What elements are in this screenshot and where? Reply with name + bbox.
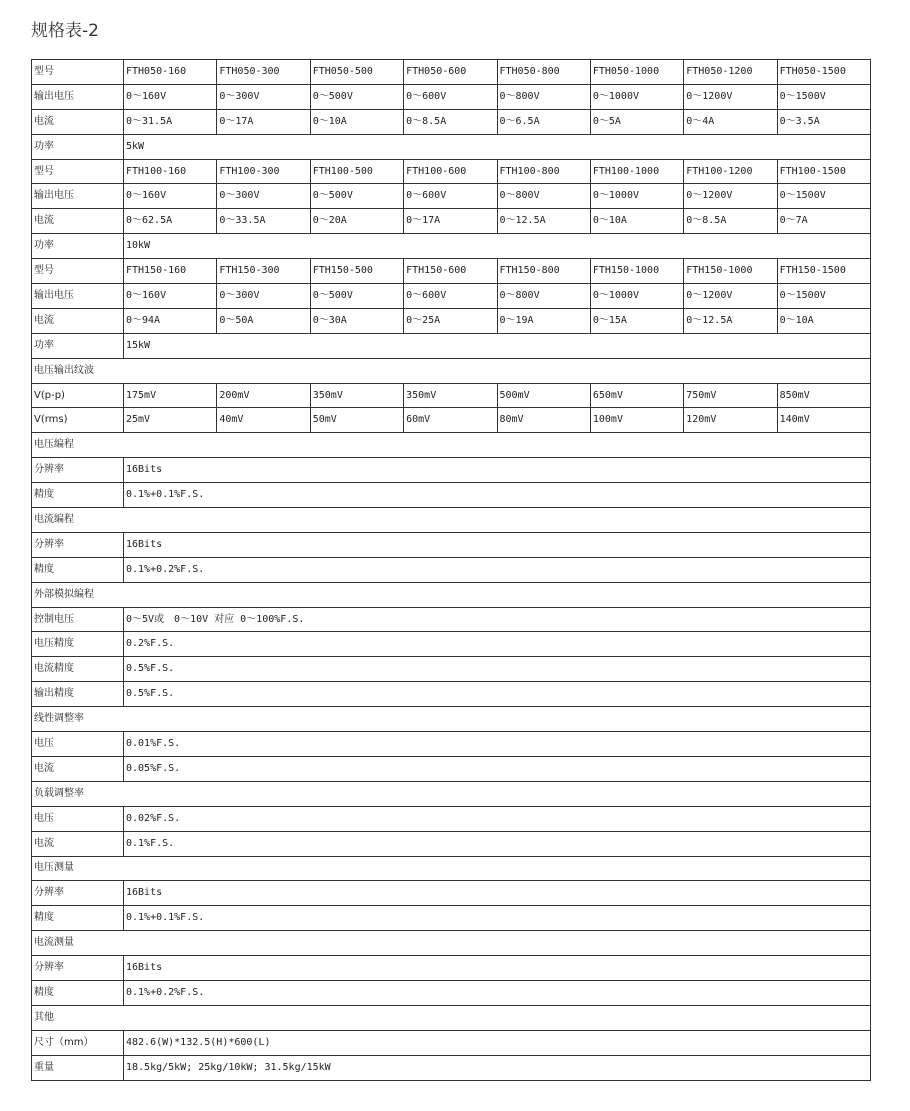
spec-value: 16Bits xyxy=(124,881,871,906)
section-heading: 线性调整率 xyxy=(32,707,871,732)
section-row xyxy=(32,707,871,732)
table-row xyxy=(32,1055,871,1080)
row-label: 功率 xyxy=(32,134,124,159)
table-cell: 0～1000V xyxy=(590,284,683,309)
row-label: 电压 xyxy=(32,732,124,757)
table-row xyxy=(32,682,871,707)
table-row xyxy=(32,184,871,209)
spec-value: 0.1%+0.1%F.S. xyxy=(124,906,871,931)
spec-value: 15kW xyxy=(124,333,871,358)
table-cell: FTH050-500 xyxy=(310,60,403,85)
row-label: 分辨率 xyxy=(32,458,124,483)
table-row xyxy=(32,657,871,682)
table-cell: 0～19A xyxy=(497,308,590,333)
table-cell: FTH050-300 xyxy=(217,60,310,85)
row-label: 型号 xyxy=(32,159,124,184)
table-cell: 850mV xyxy=(777,383,870,408)
row-label: V(p-p) xyxy=(32,383,124,408)
section-row xyxy=(32,856,871,881)
table-row xyxy=(32,159,871,184)
section-row xyxy=(32,582,871,607)
table-row xyxy=(32,1030,871,1055)
table-cell: 0～94A xyxy=(124,308,217,333)
table-row xyxy=(32,60,871,85)
section-heading: 电流测量 xyxy=(32,931,871,956)
table-cell: FTH100-600 xyxy=(404,159,497,184)
spec-table xyxy=(31,59,871,1081)
table-cell: FTH050-800 xyxy=(497,60,590,85)
spec-table-body xyxy=(32,60,871,1081)
table-cell: 0～10A xyxy=(777,308,870,333)
spec-value: 16Bits xyxy=(124,458,871,483)
section-heading: 电压编程 xyxy=(32,433,871,458)
table-cell: 0～20A xyxy=(310,209,403,234)
table-cell: 0～1500V xyxy=(777,284,870,309)
table-cell: 60mV xyxy=(404,408,497,433)
section-heading: 负载调整率 xyxy=(32,781,871,806)
table-cell: 0～31.5A xyxy=(124,109,217,134)
table-cell: FTH100-1200 xyxy=(684,159,777,184)
row-label: 精度 xyxy=(32,483,124,508)
table-cell: 0～800V xyxy=(497,284,590,309)
table-row xyxy=(32,956,871,981)
table-cell: 0～1200V xyxy=(684,184,777,209)
spec-value: 0.1%+0.1%F.S. xyxy=(124,483,871,508)
table-row xyxy=(32,806,871,831)
table-cell: 0～6.5A xyxy=(497,109,590,134)
row-label: 电流 xyxy=(32,109,124,134)
row-label: 输出电压 xyxy=(32,84,124,109)
table-cell: 500mV xyxy=(497,383,590,408)
table-cell: FTH050-1200 xyxy=(684,60,777,85)
row-label: 分辨率 xyxy=(32,881,124,906)
spec-value: 0.1%+0.2%F.S. xyxy=(124,980,871,1005)
row-label: 电流 xyxy=(32,831,124,856)
table-cell: 0～800V xyxy=(497,184,590,209)
table-cell: 50mV xyxy=(310,408,403,433)
table-cell: 0～10A xyxy=(590,209,683,234)
table-cell: FTH150-600 xyxy=(404,259,497,284)
table-cell: 0～300V xyxy=(217,84,310,109)
spec-value: 0.5%F.S. xyxy=(124,657,871,682)
spec-value: 0.1%+0.2%F.S. xyxy=(124,557,871,582)
spec-value: 0.5%F.S. xyxy=(124,682,871,707)
section-row xyxy=(32,931,871,956)
section-heading: 电流编程 xyxy=(32,508,871,533)
spec-value: 0.01%F.S. xyxy=(124,732,871,757)
table-cell: 0～600V xyxy=(404,84,497,109)
table-row xyxy=(32,109,871,134)
table-row xyxy=(32,234,871,259)
table-cell: 0～600V xyxy=(404,284,497,309)
table-row xyxy=(32,483,871,508)
table-cell: 0～300V xyxy=(217,284,310,309)
table-cell: FTH150-1000 xyxy=(590,259,683,284)
row-label: 控制电压 xyxy=(32,607,124,632)
row-label: 精度 xyxy=(32,906,124,931)
spec-value: 18.5kg/5kW; 25kg/10kW; 31.5kg/15kW xyxy=(124,1055,871,1080)
row-label: 电压精度 xyxy=(32,632,124,657)
table-row xyxy=(32,881,871,906)
table-row xyxy=(32,134,871,159)
spec-value: 0.05%F.S. xyxy=(124,756,871,781)
table-cell: 350mV xyxy=(310,383,403,408)
table-cell: FTH150-160 xyxy=(124,259,217,284)
row-label: V(rms) xyxy=(32,408,124,433)
section-row xyxy=(32,433,871,458)
table-cell: 0～17A xyxy=(217,109,310,134)
row-label: 电流 xyxy=(32,308,124,333)
table-cell: FTH050-1500 xyxy=(777,60,870,85)
table-cell: 0～8.5A xyxy=(404,109,497,134)
section-row xyxy=(32,508,871,533)
table-cell: 40mV xyxy=(217,408,310,433)
table-cell: 0～500V xyxy=(310,284,403,309)
table-cell: 0～1500V xyxy=(777,84,870,109)
row-label: 尺寸（mm） xyxy=(32,1030,124,1055)
table-cell: 0～25A xyxy=(404,308,497,333)
table-cell: 0～15A xyxy=(590,308,683,333)
table-cell: 0～600V xyxy=(404,184,497,209)
table-cell: 140mV xyxy=(777,408,870,433)
table-cell: 120mV xyxy=(684,408,777,433)
table-cell: 650mV xyxy=(590,383,683,408)
row-label: 精度 xyxy=(32,557,124,582)
table-row xyxy=(32,980,871,1005)
table-cell: 0～160V xyxy=(124,84,217,109)
table-cell: FTH150-500 xyxy=(310,259,403,284)
row-label: 功率 xyxy=(32,234,124,259)
table-row xyxy=(32,756,871,781)
table-cell: FTH050-600 xyxy=(404,60,497,85)
table-cell: 0～10A xyxy=(310,109,403,134)
table-cell: 0～5A xyxy=(590,109,683,134)
table-cell: 0～1000V xyxy=(590,84,683,109)
table-row xyxy=(32,557,871,582)
table-cell: 350mV xyxy=(404,383,497,408)
table-cell: 0～4A xyxy=(684,109,777,134)
table-row xyxy=(32,308,871,333)
row-label: 功率 xyxy=(32,333,124,358)
row-label: 型号 xyxy=(32,60,124,85)
row-label: 分辨率 xyxy=(32,956,124,981)
table-row xyxy=(32,532,871,557)
row-label: 电流精度 xyxy=(32,657,124,682)
table-row xyxy=(32,408,871,433)
table-cell: 175mV xyxy=(124,383,217,408)
table-row xyxy=(32,333,871,358)
spec-value: 16Bits xyxy=(124,956,871,981)
section-heading: 电压测量 xyxy=(32,856,871,881)
table-cell: 0～12.5A xyxy=(497,209,590,234)
table-cell: 0～8.5A xyxy=(684,209,777,234)
section-row xyxy=(32,781,871,806)
table-cell: 0～160V xyxy=(124,184,217,209)
table-cell: 0～33.5A xyxy=(217,209,310,234)
section-row xyxy=(32,358,871,383)
spec-value: 482.6(W)*132.5(H)*600(L) xyxy=(124,1030,871,1055)
row-label: 输出电压 xyxy=(32,184,124,209)
table-cell: 0～1500V xyxy=(777,184,870,209)
spec-value: 16Bits xyxy=(124,532,871,557)
table-cell: FTH150-300 xyxy=(217,259,310,284)
table-cell: 0～1200V xyxy=(684,284,777,309)
table-cell: 0～300V xyxy=(217,184,310,209)
table-cell: 0～500V xyxy=(310,84,403,109)
table-cell: FTH050-160 xyxy=(124,60,217,85)
table-cell: 0～7A xyxy=(777,209,870,234)
row-label: 电流 xyxy=(32,209,124,234)
row-label: 重量 xyxy=(32,1055,124,1080)
section-heading: 电压输出纹波 xyxy=(32,358,871,383)
table-cell: 0～62.5A xyxy=(124,209,217,234)
table-cell: 0～30A xyxy=(310,308,403,333)
page-title: 规格表-2 xyxy=(31,21,99,41)
spec-value: 5kW xyxy=(124,134,871,159)
table-cell: FTH100-800 xyxy=(497,159,590,184)
section-heading: 其他 xyxy=(32,1005,871,1030)
table-cell: FTH150-1000 xyxy=(684,259,777,284)
table-cell: FTH100-1000 xyxy=(590,159,683,184)
spec-value: 0.02%F.S. xyxy=(124,806,871,831)
row-label: 分辨率 xyxy=(32,532,124,557)
row-label: 精度 xyxy=(32,980,124,1005)
table-cell: 0～160V xyxy=(124,284,217,309)
table-row xyxy=(32,732,871,757)
table-row xyxy=(32,284,871,309)
table-cell: FTH100-1500 xyxy=(777,159,870,184)
spec-value: 0.2%F.S. xyxy=(124,632,871,657)
row-label: 输出电压 xyxy=(32,284,124,309)
spec-value: 10kW xyxy=(124,234,871,259)
spec-value: 0～5V或 0～10V 对应 0～100%F.S. xyxy=(124,607,871,632)
table-cell: 0～12.5A xyxy=(684,308,777,333)
section-row xyxy=(32,1005,871,1030)
table-cell: FTH150-1500 xyxy=(777,259,870,284)
table-cell: 0～3.5A xyxy=(777,109,870,134)
table-cell: 25mV xyxy=(124,408,217,433)
table-cell: FTH100-500 xyxy=(310,159,403,184)
table-cell: 0～500V xyxy=(310,184,403,209)
table-cell: 80mV xyxy=(497,408,590,433)
table-row xyxy=(32,906,871,931)
table-row xyxy=(32,632,871,657)
table-cell: 200mV xyxy=(217,383,310,408)
row-label: 输出精度 xyxy=(32,682,124,707)
table-row xyxy=(32,458,871,483)
table-cell: 0～1000V xyxy=(590,184,683,209)
table-row xyxy=(32,607,871,632)
table-cell: FTH050-1000 xyxy=(590,60,683,85)
table-row xyxy=(32,831,871,856)
table-cell: FTH100-160 xyxy=(124,159,217,184)
table-row xyxy=(32,383,871,408)
table-cell: 0～50A xyxy=(217,308,310,333)
row-label: 电压 xyxy=(32,806,124,831)
table-cell: 750mV xyxy=(684,383,777,408)
table-row xyxy=(32,209,871,234)
table-cell: FTH150-800 xyxy=(497,259,590,284)
row-label: 型号 xyxy=(32,259,124,284)
table-cell: 0～800V xyxy=(497,84,590,109)
row-label: 电流 xyxy=(32,756,124,781)
section-heading: 外部模拟编程 xyxy=(32,582,871,607)
table-cell: FTH100-300 xyxy=(217,159,310,184)
spec-value: 0.1%F.S. xyxy=(124,831,871,856)
table-row xyxy=(32,84,871,109)
table-cell: 0～1200V xyxy=(684,84,777,109)
table-cell: 100mV xyxy=(590,408,683,433)
table-cell: 0～17A xyxy=(404,209,497,234)
table-row xyxy=(32,259,871,284)
